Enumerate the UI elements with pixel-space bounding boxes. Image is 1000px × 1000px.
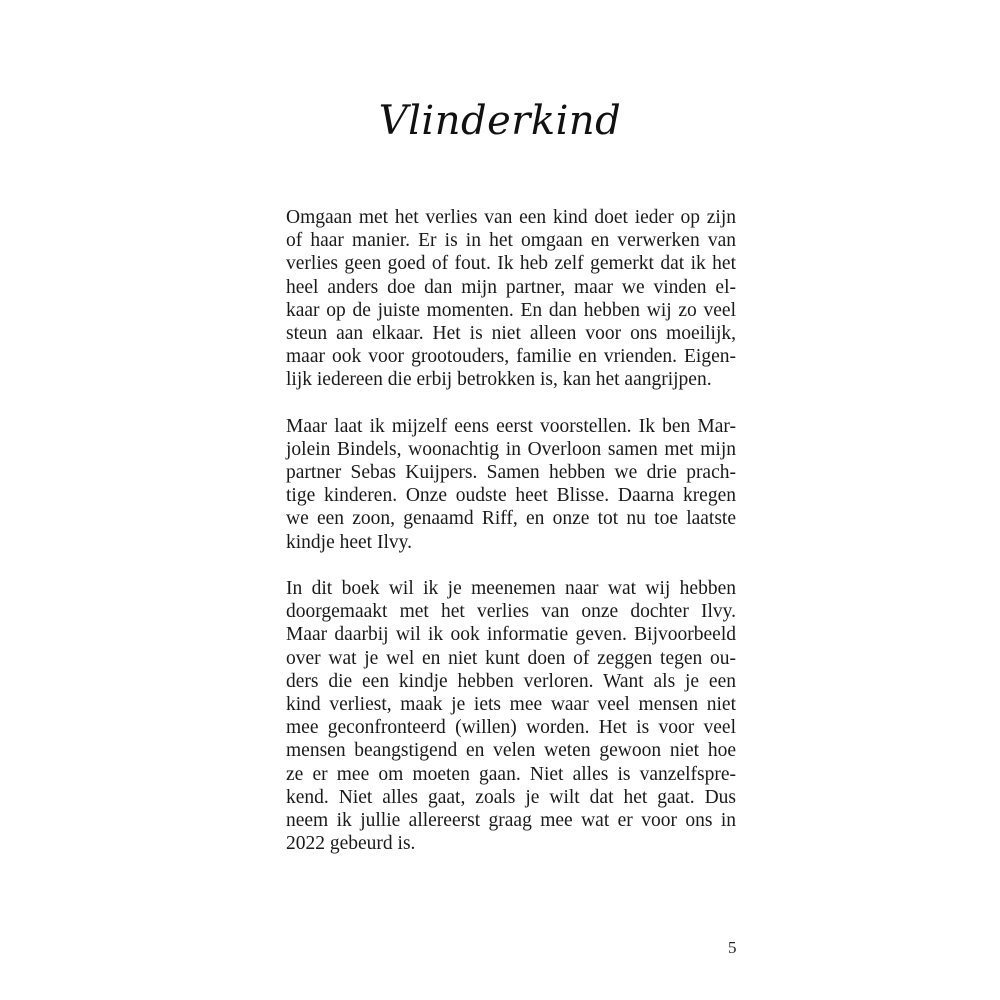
paragraph-1 (286, 206, 736, 392)
text-line: of haar manier. Er is in het omgaan en verwerken van (286, 230, 736, 252)
text-line: partner Sebas Kuijpers. Samen hebben we drie prach- (286, 462, 736, 484)
text-line: maar ook voor grootouders, familie en vrienden. Eigen- (286, 346, 736, 368)
text-line: Maar laat ik mijzelf eens eerst voorstellen. Ik ben Mar- (286, 415, 736, 437)
text-line: kend. Niet alles gaat, zoals je wilt dat het gaat. Dus (286, 786, 736, 808)
text-line: Omgaan met het verlies van een kind doet ieder op zijn (286, 207, 736, 228)
text-line: we een zoon, genaamd Riff, en onze tot nu toe laatste (286, 508, 736, 530)
text-line: neem ik jullie allereerst graag mee wat er voor ons in (286, 809, 736, 831)
text-line: tige kinderen. Onze oudste heet Blisse. Daarna kregen (286, 485, 736, 507)
paragraph-2 (286, 415, 736, 554)
text-line: over wat je wel en niet kunt doen of zeggen tegen ou- (286, 647, 736, 669)
text-line: Maar daarbij wil ik ook informatie geven. Bijvoorbeeld (286, 624, 736, 646)
text-line: mee geconfronteerd (willen) worden. Het is voor veel (286, 717, 736, 739)
text-line: jolein Bindels, woonachtig in Overloon samen met mijn (286, 438, 736, 460)
text-line: ders die een kindje hebben verloren. Want als je een (286, 670, 736, 692)
body-text (286, 206, 736, 878)
paragraph-3 (286, 577, 736, 855)
text-line: doorgemaakt met het verlies van onze dochter Ilvy. (286, 601, 736, 623)
text-line: 2022 gebeurd is. (286, 833, 416, 855)
text-line: heel anders doe dan mijn partner, maar we vinden el- (286, 276, 736, 298)
text-line: lijk iedereen die erbij betrokken is, kan het aangrijpen. (286, 369, 712, 391)
text-line: mensen beangstigend en velen weten gewoon niet hoe (286, 740, 736, 762)
text-line: steun aan elkaar. Het is niet alleen voor ons moeilijk, (286, 322, 736, 344)
text-line: kindje heet Ilvy. (286, 531, 412, 553)
text-line: kaar op de juiste momenten. En dan hebben wij zo veel (286, 299, 736, 321)
text-line: kind verliest, maak je iets mee waar veel mensen niet (286, 693, 736, 715)
page-number: 5 (728, 938, 737, 957)
text-line: ze er mee om moeten gaan. Niet alles is vanzelfspre- (286, 763, 736, 785)
text-line: verlies geen goed of fout. Ik heb zelf gemerkt dat ik het (286, 253, 736, 275)
text-line: In dit boek wil ik je meenemen naar wat wij hebben (286, 578, 736, 599)
chapter-title: Vlinderkind (378, 98, 622, 144)
